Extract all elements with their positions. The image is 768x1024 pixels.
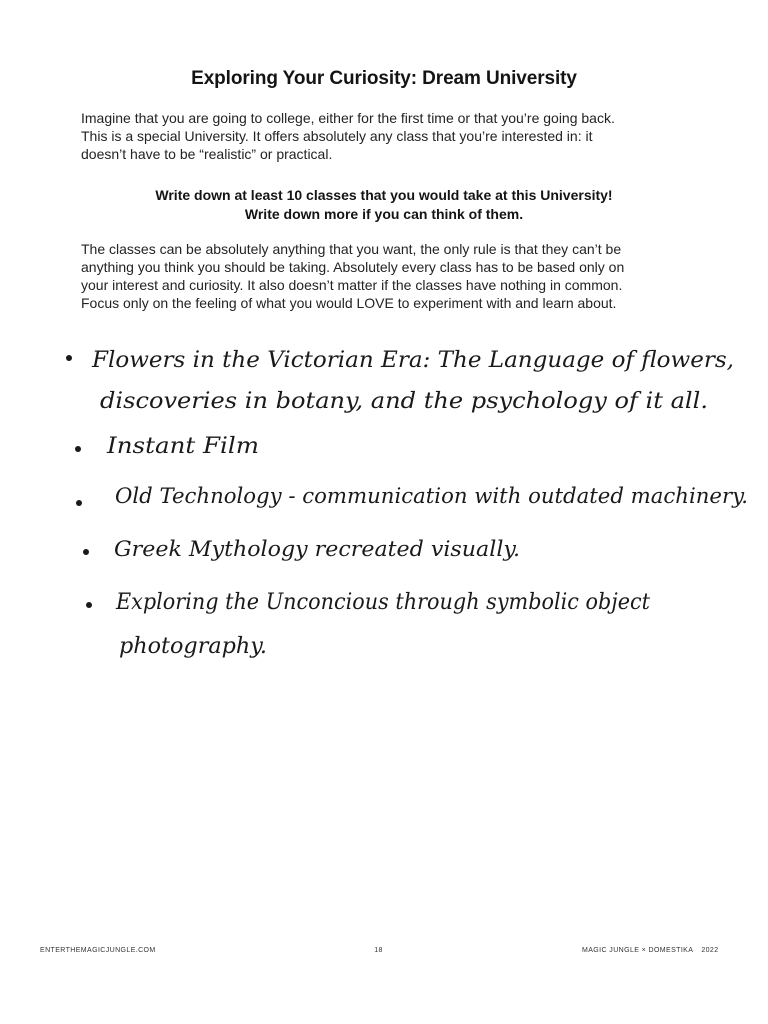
- body-line: anything you think you should be taking. Absolutely every class has to be based only on: [81, 259, 625, 275]
- handwritten-line: Instant Film: [105, 434, 259, 459]
- bullet-dot: [76, 500, 82, 506]
- intro-line: doesn’t have to be “realistic” or practical.: [81, 146, 333, 162]
- body-line: Focus only on the feeling of what you would LOVE to experiment with and learn about.: [81, 295, 617, 311]
- handwritten-line: Exploring the Unconcious through symbolic object: [115, 590, 651, 615]
- footer-year: 2022: [701, 947, 719, 954]
- footer-brand: [582, 947, 719, 954]
- body-line: your interest and curiosity. It also doesn’t matter if the classes have nothing in common.: [81, 277, 623, 293]
- body-line: The classes can be absolutely anything that you want, the only rule is that they can’t be: [81, 241, 622, 257]
- footer-brand-name: MAGIC JUNGLE × DOMESTIKA: [582, 947, 694, 954]
- bullet-dot: [75, 446, 81, 452]
- intro-line: This is a special University. It offers absolutely any class that you’re interested in: it: [81, 128, 593, 144]
- handwritten-line: Flowers in the Victorian Era: The Language of flowers,: [90, 348, 734, 373]
- handwritten-line: discoveries in botany, and the psychology of it all.: [100, 389, 708, 414]
- intro-line: Imagine that you are going to college, either for the first time or that you’re going back.: [81, 110, 615, 126]
- instruction-line: Write down at least 10 classes that you would take at this University!: [155, 187, 613, 203]
- footer-website: ENTERTHEMAGICJUNGLE.COM: [40, 947, 156, 954]
- bullet-dot: [86, 602, 92, 608]
- handwritten-line: Greek Mythology recreated visually.: [114, 537, 520, 561]
- instruction-line: Write down more if you can think of them.: [244, 206, 524, 222]
- bullet-dot: [83, 549, 89, 555]
- handwritten-line: photography.: [119, 634, 267, 659]
- page-title: Exploring Your Curiosity: Dream University: [191, 68, 577, 89]
- handwritten-line: Old Technology - communication with outdated machinery.: [115, 484, 748, 508]
- body-paragraph: [81, 240, 681, 312]
- intro-paragraph: [81, 109, 681, 163]
- bullet-dot: [66, 355, 72, 361]
- instructions: [0, 186, 768, 224]
- footer-page-number: 18: [374, 947, 383, 954]
